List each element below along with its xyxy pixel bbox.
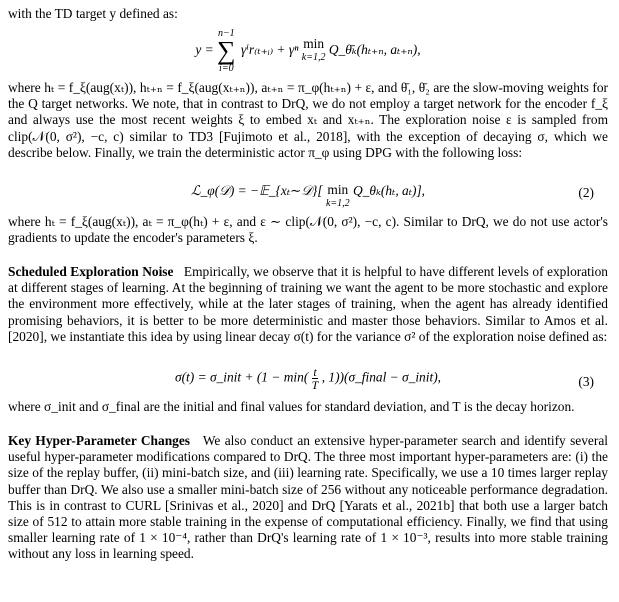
eq1-sum-lower: i=0 xyxy=(219,63,234,74)
eq3-number: (3) xyxy=(578,374,594,389)
section-key-hyperparameters xyxy=(8,433,608,563)
eq3-lhs: σ(t) = σ_init + (1 − min( xyxy=(174,369,309,385)
eq2-number: (2) xyxy=(578,185,594,200)
eq1-min xyxy=(302,37,326,65)
eq1-summation xyxy=(217,28,236,74)
equation-3 xyxy=(8,366,608,398)
eq1-body: γⁱr₍ₜ₊ᵢ₎ + γⁿ xyxy=(240,42,299,58)
equation-2 xyxy=(8,183,608,213)
eq2-lhs: ℒ_φ(𝒟) = −𝔼_{xₜ∼𝒟}[ xyxy=(190,183,323,198)
eq3-tail: , 1))(σ_final − σ_init), xyxy=(321,369,442,385)
paragraph-2: where hₜ = f_ξ(aug(xₜ)), aₜ = π_φ(hₜ) + ε, and ε ∼ clip(𝒩(0, σ²), −c, c). Similar to DrQ, we do not use actor's gradients to update the encoder's parameters ξ. xyxy=(8,214,608,246)
eq3-frac-num: t xyxy=(313,365,317,379)
eq1-sigma: ∑ xyxy=(217,36,236,65)
eq1-sum-upper: n−1 xyxy=(217,28,235,39)
eq2-min xyxy=(326,183,350,211)
eq1-min-word: min xyxy=(303,36,325,51)
eq2-min-lower: k=1,2 xyxy=(325,198,350,209)
eq2-min-word: min xyxy=(327,182,349,197)
eq1-tail: Q_θ̄ₖ(hₜ₊ₙ, aₜ₊ₙ), xyxy=(328,42,421,58)
eq1-min-lower: k=1,2 xyxy=(301,52,326,63)
intro-line: with the TD target y defined as: xyxy=(8,6,178,21)
eq2-tail: Q_θₖ(hₜ, aₜ)], xyxy=(353,183,426,198)
paragraph-3: where σ_init and σ_final are the initial and final values for standard deviation, and T is the decay horizon. xyxy=(8,399,575,414)
equation-1 xyxy=(8,28,608,76)
paragraph-1: where hₜ = f_ξ(aug(xₜ)), hₜ₊ₙ = f_ξ(aug(xₜ₊ₙ)), aₜ₊ₙ = π_φ(hₜ₊ₙ) + ε, and θ̄₁, θ̄₂ are the slow-moving weights for the Q target networks. We note, that in contrast to DrQ, we do not employ a target network for the encoder f_ξ and always use the most recent weights ξ to embed xₜ and xₜ₊ₙ. The exploration noise ε is sampled from clip(𝒩(0, σ²), −c, c) similar to TD3 [Fujimoto et al., 2018], with the exception of decaying σ, which we describe below. Finally, we train the deterministic actor π_φ using DPG with the following loss: xyxy=(8,80,608,160)
section-scheduled-exploration xyxy=(8,264,608,345)
eq3-frac-den: T xyxy=(311,378,319,392)
section2-heading: Key Hyper-Parameter Changes xyxy=(8,433,190,448)
eq3-fraction xyxy=(312,366,319,391)
eq1-lhs: y = xyxy=(195,42,214,58)
section1-heading: Scheduled Exploration Noise xyxy=(8,264,174,279)
section2-body: We also conduct an extensive hyper-parameter search and identify several useful hyper-parameter modifications compared to DrQ. The three most important hyper-parameters are: (i) the size of the replay buffer, (ii) mini-batch size, and (iii) learning rate. Specifically, we use a 10 times larger replay buffer than DrQ. We also use a smaller mini-batch size of 256 without any noticeable performance degradation. This is in contrast to CURL [Srinivas et al., 2020] and DrQ [Yarats et al., 2021b] that both use a larger batch size of 512 to attain more stable training in the expense of computational efficiency. Finally, we find that using smaller learning rate of 1 × 10⁻⁴, rather than DrQ's learning rate of 1 × 10⁻³, results into more stable training without any loss in learning speed. xyxy=(8,433,608,562)
section1-body: Empirically, we observe that it is helpful to have different levels of exploration at different stages of learning. At the beginning of training we want the agent to be more stochastic and explore the environment more effectively, while at the later stages of training, when the agent has already identified promising behaviors, it is better to be more deterministic and master those behaviors. Similar to Amos et al. [2020], we instantiate this idea by using linear decay σ(t) for the variance σ² of the exploration noise defined as: xyxy=(8,264,608,344)
